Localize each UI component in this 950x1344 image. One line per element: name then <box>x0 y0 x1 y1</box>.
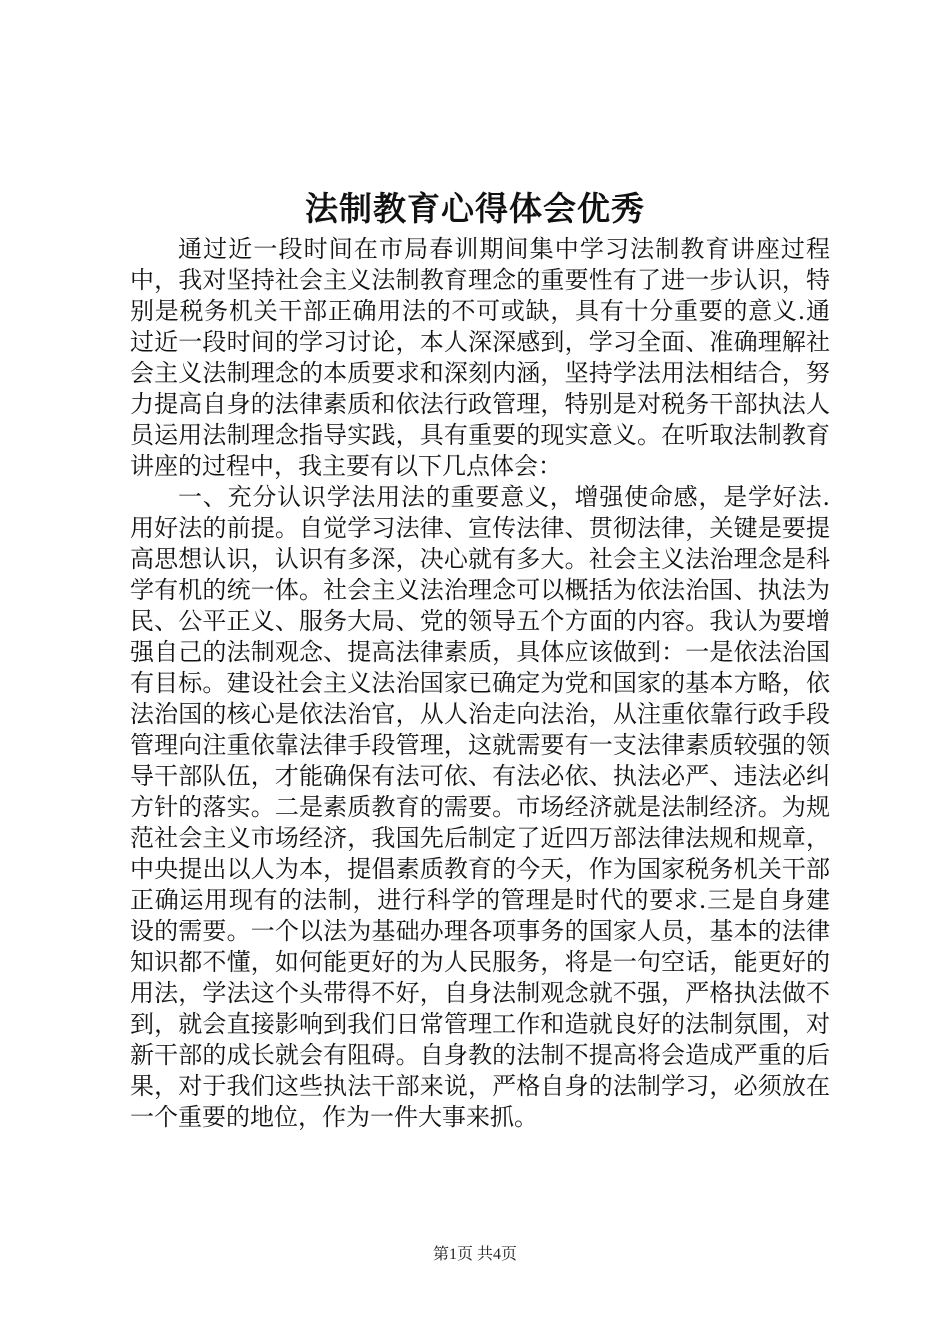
page-number-footer: 第1页 共4页 <box>432 1246 517 1263</box>
paragraph-intro: 通过近一段时间在市局春训期间集中学习法制教育讲座过程中，我对坚持社会主义法制教育理念的重要性有了进一步认识，特别是税务机关干部正确用法的不可或缺，具有十分重要的意义.通过近一段时间的学习讨论，本人深深感到，学习全面、准确理解社会主义法制理念的本质要求和深刻内涵，坚持学法用法相结合，努力提高自身的法律素质和依法行政管理，特别是对税务干部执法人员运用法制理念指导实践，具有重要的现实意义。在听取法制教育讲座的过程中，我主要有以下几点体会： <box>130 235 830 480</box>
paragraph-point-one: 一、充分认识学法用法的重要意义，增强使命感，是学好法.用好法的前提。自觉学习法律、宣传法律、贯彻法律，关键是要提高思想认识，认识有多深，决心就有多大。社会主义法治理念是科学有机的统一体。社会主义法治理念可以概括为依法治国、执法为民、公平正义、服务大局、党的领导五个方面的内容。我认为要增强自己的法制观念、提高法律素质，具体应该做到：一是依法治国有目标。建设社会主义法治国家已确定为党和国家的基本方略，依法治国的核心是依法治官，从人治走向法治，从注重依靠行政手段管理向注重依靠法律手段管理，这就需要有一支法律素质较强的领导干部队伍，才能确保有法可依、有法必依、执法必严、违法必纠方针的落实。二是素质教育的需要。市场经济就是法制经济。为规范社会主义市场经济，我国先后制定了近四万部法律法规和规章，中央提出以人为本，提倡素质教育的今天，作为国家税务机关干部正确运用现有的法制，进行科学的管理是时代的要求.三是自身建设的需要。一个以法为基础办理各项事务的国家人员，基本的法律知识都不懂，如何能更好的为人民服务，将是一句空话，能更好的用法，学法这个头带得不好，自身法制观念就不强，严格执法做不到，就会直接影响到我们日常管理工作和造就良好的法制氛围，对新干部的成长就会有阻碍。自身教的法制不提高将会造成严重的后果，对于我们这些执法干部来说，严格自身的法制学习，必须放在一个重要的地位，作为一件大事来抓。 <box>130 483 830 1131</box>
document-title: 法制教育心得体会优秀 <box>305 189 645 228</box>
document-body <box>130 234 830 1133</box>
